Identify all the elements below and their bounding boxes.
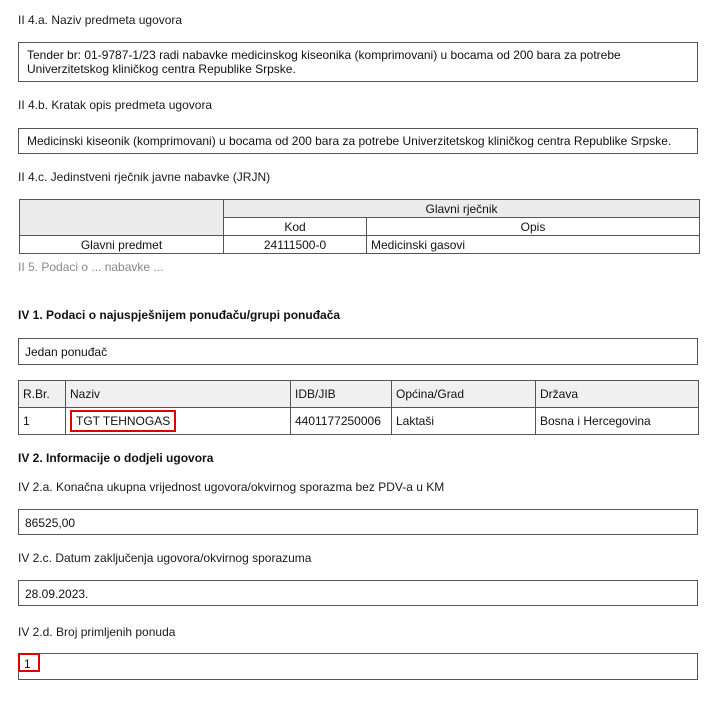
subject-description-field — [18, 128, 698, 154]
offers-count-label: IV 2.d. Broj primljenih ponuda — [18, 625, 176, 639]
jrjn-row-kod: 24111500-0 — [224, 236, 367, 254]
bidders-col-naziv: Naziv — [66, 381, 291, 408]
jrjn-col-opis: Opis — [367, 218, 700, 236]
jrjn-row-opis: Medicinski gasovi — [367, 236, 700, 254]
subject-name-field — [18, 42, 698, 82]
bidders-col-opcina: Općina/Grad — [392, 381, 536, 408]
subject-name-value: Tender br: 01-9787-1/23 radi nabavke medicinskog kiseonika (komprimovani) u bocama od 200 bara za potrebe Univerzitetskog kliničkog centra Republike Srpske. — [27, 48, 621, 76]
bidder-type-field — [18, 338, 698, 365]
contract-date-field — [18, 580, 698, 606]
bidder-name-highlight: TGT TEHNOGAS — [70, 410, 176, 432]
section-iv1-title: IV 1. Podaci o najuspješnijem ponuđaču/grupi ponuđača — [18, 308, 341, 322]
bidders-table — [18, 380, 699, 435]
jrjn-group-row — [20, 200, 700, 218]
bidders-header-row — [19, 381, 699, 408]
bidders-col-idb: IDB/JIB — [291, 381, 392, 408]
cutoff-text-fragment: II 5. Podaci o ... nabavke ... — [18, 260, 164, 274]
bidder-opcina: Laktaši — [392, 408, 536, 435]
jrjn-table — [19, 199, 700, 254]
offers-count-highlight: 1 — [18, 653, 40, 672]
section-4a-label: II 4.a. Naziv predmeta ugovora — [18, 13, 183, 27]
contract-value-field — [18, 509, 698, 535]
jrjn-data-row — [20, 236, 700, 254]
contract-date-label: IV 2.c. Datum zaključenja ugovora/okvirnog sporazuma — [18, 551, 312, 565]
section-4c-label: II 4.c. Jedinstveni rječnik javne nabavke (JRJN) — [18, 170, 271, 184]
jrjn-group-header: Glavni rječnik — [224, 200, 700, 218]
bidder-drzava: Bosna i Hercegovina — [536, 408, 699, 435]
section-iv2-title: IV 2. Informacije o dodjeli ugovora — [18, 451, 214, 465]
bidder-idb: 4401177250006 — [291, 408, 392, 435]
contract-date: 28.09.2023. — [25, 587, 89, 601]
contract-value: 86525,00 — [25, 516, 76, 530]
contract-value-label: IV 2.a. Konačna ukupna vrijednost ugovora/okvirnog sporazma bez PDV-a u KM — [18, 480, 445, 494]
offers-count-field — [18, 653, 698, 680]
bidders-col-rbr: R.Br. — [19, 381, 66, 408]
jrjn-empty-header — [20, 200, 224, 236]
section-4b-label: II 4.b. Kratak opis predmeta ugovora — [18, 98, 213, 112]
bidder-naziv-cell — [66, 408, 291, 435]
jrjn-row-label: Glavni predmet — [20, 236, 224, 254]
subject-description-value: Medicinski kiseonik (komprimovani) u bocama od 200 bara za potrebe Univerzitetskog kliničkog centra Republike Srpske. — [27, 134, 672, 148]
bidders-col-drzava: Država — [536, 381, 699, 408]
table-row — [19, 408, 699, 435]
bidder-type-value: Jedan ponuđač — [25, 345, 108, 359]
bidder-rbr: 1 — [19, 408, 66, 435]
jrjn-col-kod: Kod — [224, 218, 367, 236]
